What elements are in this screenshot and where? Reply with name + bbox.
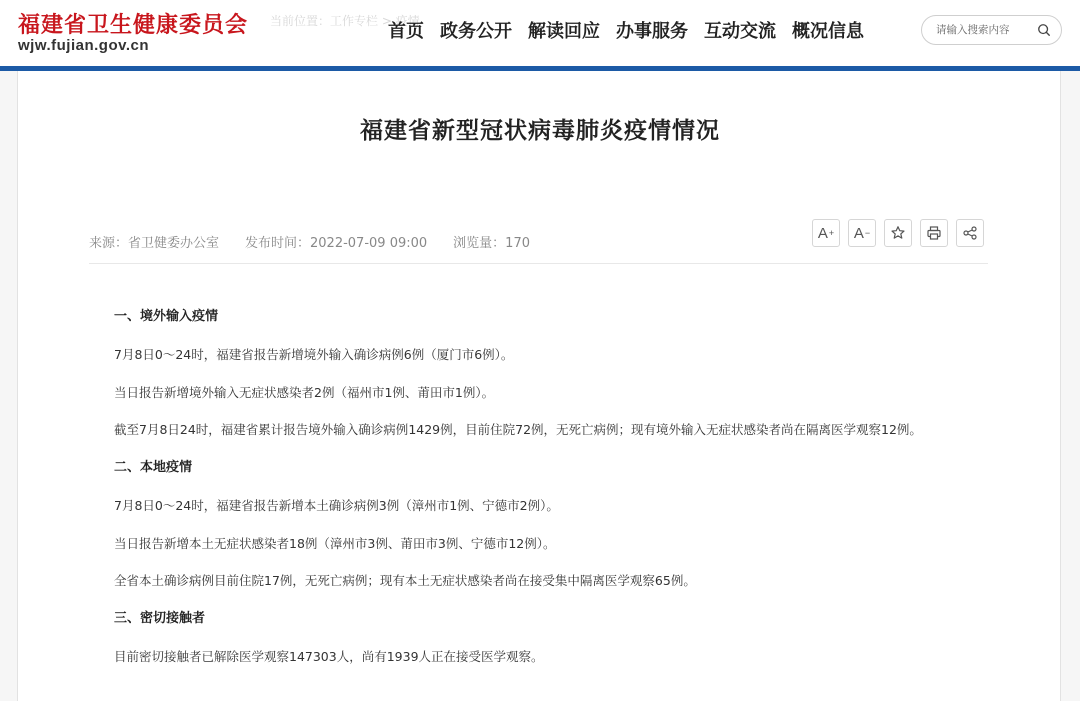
meta-divider (89, 263, 988, 264)
nav-item-interpretation[interactable]: 解读回应 (528, 21, 600, 42)
paragraph: 当日报告新增本土无症状感染者18例（漳州市3例、莆田市3例、宁德市12例）。 (114, 536, 556, 551)
star-icon (890, 225, 906, 241)
printer-icon (926, 225, 942, 241)
nav-item-government-affairs[interactable]: 政务公开 (440, 21, 512, 42)
paragraph: 全省本土确诊病例目前住院17例，无死亡病例；现有本土无症状感染者尚在接受集中隔离医学观察65例。 (114, 573, 696, 588)
paragraph: 7月8日0～24时，福建省报告新增境外输入确诊病例6例（厦门市6例）。 (114, 347, 514, 362)
article-publish-time: 发布时间：2022-07-09 09:00 (245, 236, 428, 251)
section-heading: 三、密切接触者 (114, 611, 206, 626)
favorite-button[interactable] (884, 219, 912, 247)
article-title: 福建省新型冠状病毒肺炎疫情情况 (360, 118, 720, 144)
font-increase-icon: A (817, 224, 828, 242)
nav-item-interaction[interactable]: 互动交流 (704, 21, 776, 42)
site-logo-domain[interactable]: wjw.fujian.gov.cn (18, 37, 150, 54)
paragraph: 当日报告新增境外输入无症状感染者2例（福州市1例、莆田市1例）。 (114, 385, 495, 400)
font-decrease-icon: A (853, 224, 864, 242)
font-increase-button[interactable]: A + (812, 219, 840, 247)
nav-item-services[interactable]: 办事服务 (616, 21, 688, 42)
section-heading: 一、境外输入疫情 (114, 309, 219, 324)
main-nav (388, 17, 864, 43)
search-icon[interactable] (1037, 23, 1051, 37)
share-icon (962, 225, 978, 241)
paragraph: 7月8日0～24时，福建省报告新增本土确诊病例3例（漳州市1例、宁德市2例）。 (114, 498, 559, 513)
site-header (0, 0, 1080, 66)
article-source: 来源：省卫健委办公室 (89, 236, 220, 251)
paragraph: 截至7月8日24时，福建省累计报告境外输入确诊病例1429例，目前住院72例，无死亡病例；现有境外输入无症状感染者尚在隔离医学观察12例。 (114, 422, 922, 437)
site-logo-name[interactable]: 福建省卫生健康委员会 (18, 12, 249, 38)
article-meta (89, 232, 530, 251)
share-button[interactable] (956, 219, 984, 247)
nav-item-home[interactable]: 首页 (388, 21, 424, 42)
print-button[interactable] (920, 219, 948, 247)
paragraph: 目前密切接触者已解除医学观察147303人，尚有1939人正在接受医学观察。 (114, 649, 544, 664)
breadcrumb: 当前位置：工作专栏 > 疫情 (270, 14, 420, 28)
nav-item-overview[interactable]: 概况信息 (792, 21, 864, 42)
search-input[interactable] (936, 24, 1032, 36)
font-decrease-button[interactable]: A − (848, 219, 876, 247)
article-view-count: 浏览量：170 (453, 236, 530, 251)
search-box (921, 15, 1062, 45)
section-heading: 二、本地疫情 (114, 460, 193, 475)
article-toolbar (812, 219, 984, 247)
